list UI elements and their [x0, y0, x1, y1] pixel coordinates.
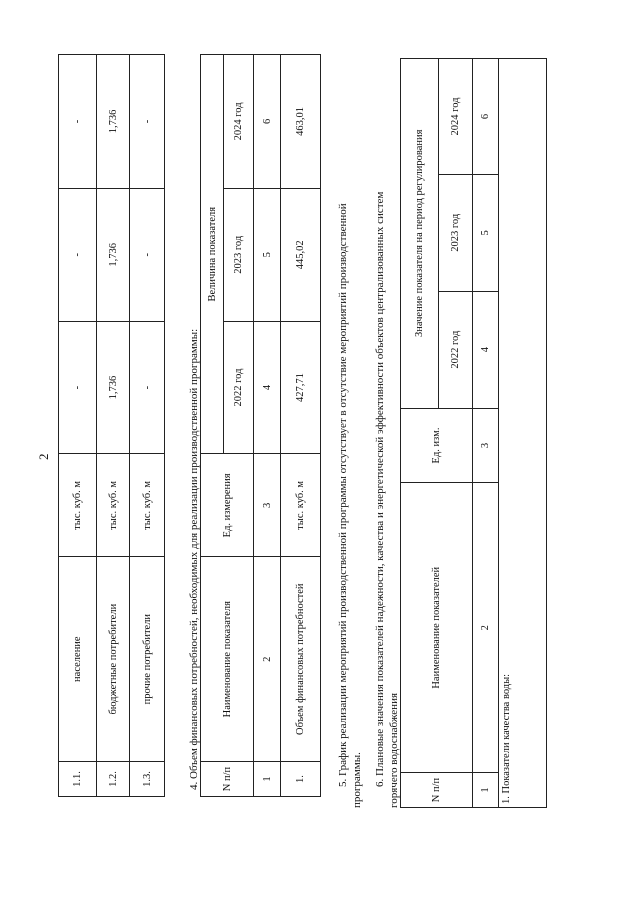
index-cell: 6	[473, 59, 499, 175]
index-cell: 5	[473, 174, 499, 291]
header-2022: 2022 год	[224, 321, 254, 454]
cell-2022: -	[130, 321, 165, 454]
section5-line1: 5. График реализации мероприятий производственной программы отсутствует в отсутствие мероприятий производственной	[337, 203, 349, 787]
cell-num: 1.	[281, 762, 321, 797]
header-2024: 2024 год	[439, 59, 473, 175]
cell-2024: -	[59, 55, 97, 189]
cell-name: Объем финансовых потребностей	[281, 557, 321, 762]
cell-unit: тыс. куб. м	[97, 454, 130, 557]
section5-line2: программы.	[351, 752, 363, 808]
financial-needs-table	[200, 54, 321, 797]
header-row	[401, 59, 439, 808]
table-row	[130, 55, 165, 797]
header-value-group: Значение показателя на период регулирования	[401, 59, 439, 409]
cell-unit: тыс. куб. м	[281, 454, 321, 557]
index-cell: 3	[473, 408, 499, 483]
page-number: 2	[36, 453, 51, 460]
cell-num: 1.2.	[97, 762, 130, 797]
section4-heading: 4. Объем финансовых потребностей, необходимых для реализации производственной программы:	[188, 328, 200, 790]
cell-2023: 445,02	[281, 188, 321, 321]
table-row	[281, 55, 321, 797]
section-row-label: 1. Показатели качества воды:	[499, 59, 547, 808]
cell-2022: 1,736	[97, 321, 130, 454]
cell-2024: 1,736	[97, 55, 130, 189]
cell-2023: -	[130, 188, 165, 321]
header-num: N п/п	[401, 773, 473, 808]
indicators-table	[400, 58, 547, 808]
header-2022: 2022 год	[439, 291, 473, 408]
cell-name: бюджетные потребители	[97, 557, 130, 762]
section6-line1: 6. Плановые значения показателей надежности, качества и энергетической эффективности объектов централизованных систем	[374, 191, 386, 787]
header-2023: 2023 год	[224, 188, 254, 321]
cell-2022: -	[59, 321, 97, 454]
index-cell: 6	[254, 55, 281, 189]
header-2024: 2024 год	[224, 55, 254, 189]
cell-2022: 427,71	[281, 321, 321, 454]
header-name: Наименование показателя	[201, 557, 254, 762]
header-num: N п/п	[201, 762, 254, 797]
header-value-group: Величина показателя	[201, 55, 224, 454]
header-unit: Ед. измерения	[201, 454, 254, 557]
cell-2024: -	[130, 55, 165, 189]
cell-2023: 1,736	[97, 188, 130, 321]
index-cell: 2	[473, 483, 499, 773]
section-row	[499, 59, 547, 808]
cell-unit: тыс. куб. м	[130, 454, 165, 557]
index-cell: 5	[254, 188, 281, 321]
index-cell: 1	[254, 762, 281, 797]
table-row	[97, 55, 130, 797]
section6-line2: горячего водоснабжения	[388, 692, 400, 808]
table-row	[59, 55, 97, 797]
consumption-table	[58, 54, 165, 797]
cell-num: 1.1.	[59, 762, 97, 797]
header-row	[201, 55, 224, 797]
cell-name: прочие потребители	[130, 557, 165, 762]
cell-2024: 463,01	[281, 55, 321, 189]
index-cell: 4	[254, 321, 281, 454]
cell-name: население	[59, 557, 97, 762]
index-row	[254, 55, 281, 797]
index-cell: 4	[473, 291, 499, 408]
cell-unit: тыс. куб. м	[59, 454, 97, 557]
cell-num: 1.3.	[130, 762, 165, 797]
index-row	[473, 59, 499, 808]
index-cell: 2	[254, 557, 281, 762]
cell-2023: -	[59, 188, 97, 321]
header-2023: 2023 год	[439, 174, 473, 291]
header-name: Наименование показателей	[401, 483, 473, 773]
header-unit: Ед. изм.	[401, 408, 473, 483]
index-cell: 1	[473, 773, 499, 808]
index-cell: 3	[254, 454, 281, 557]
